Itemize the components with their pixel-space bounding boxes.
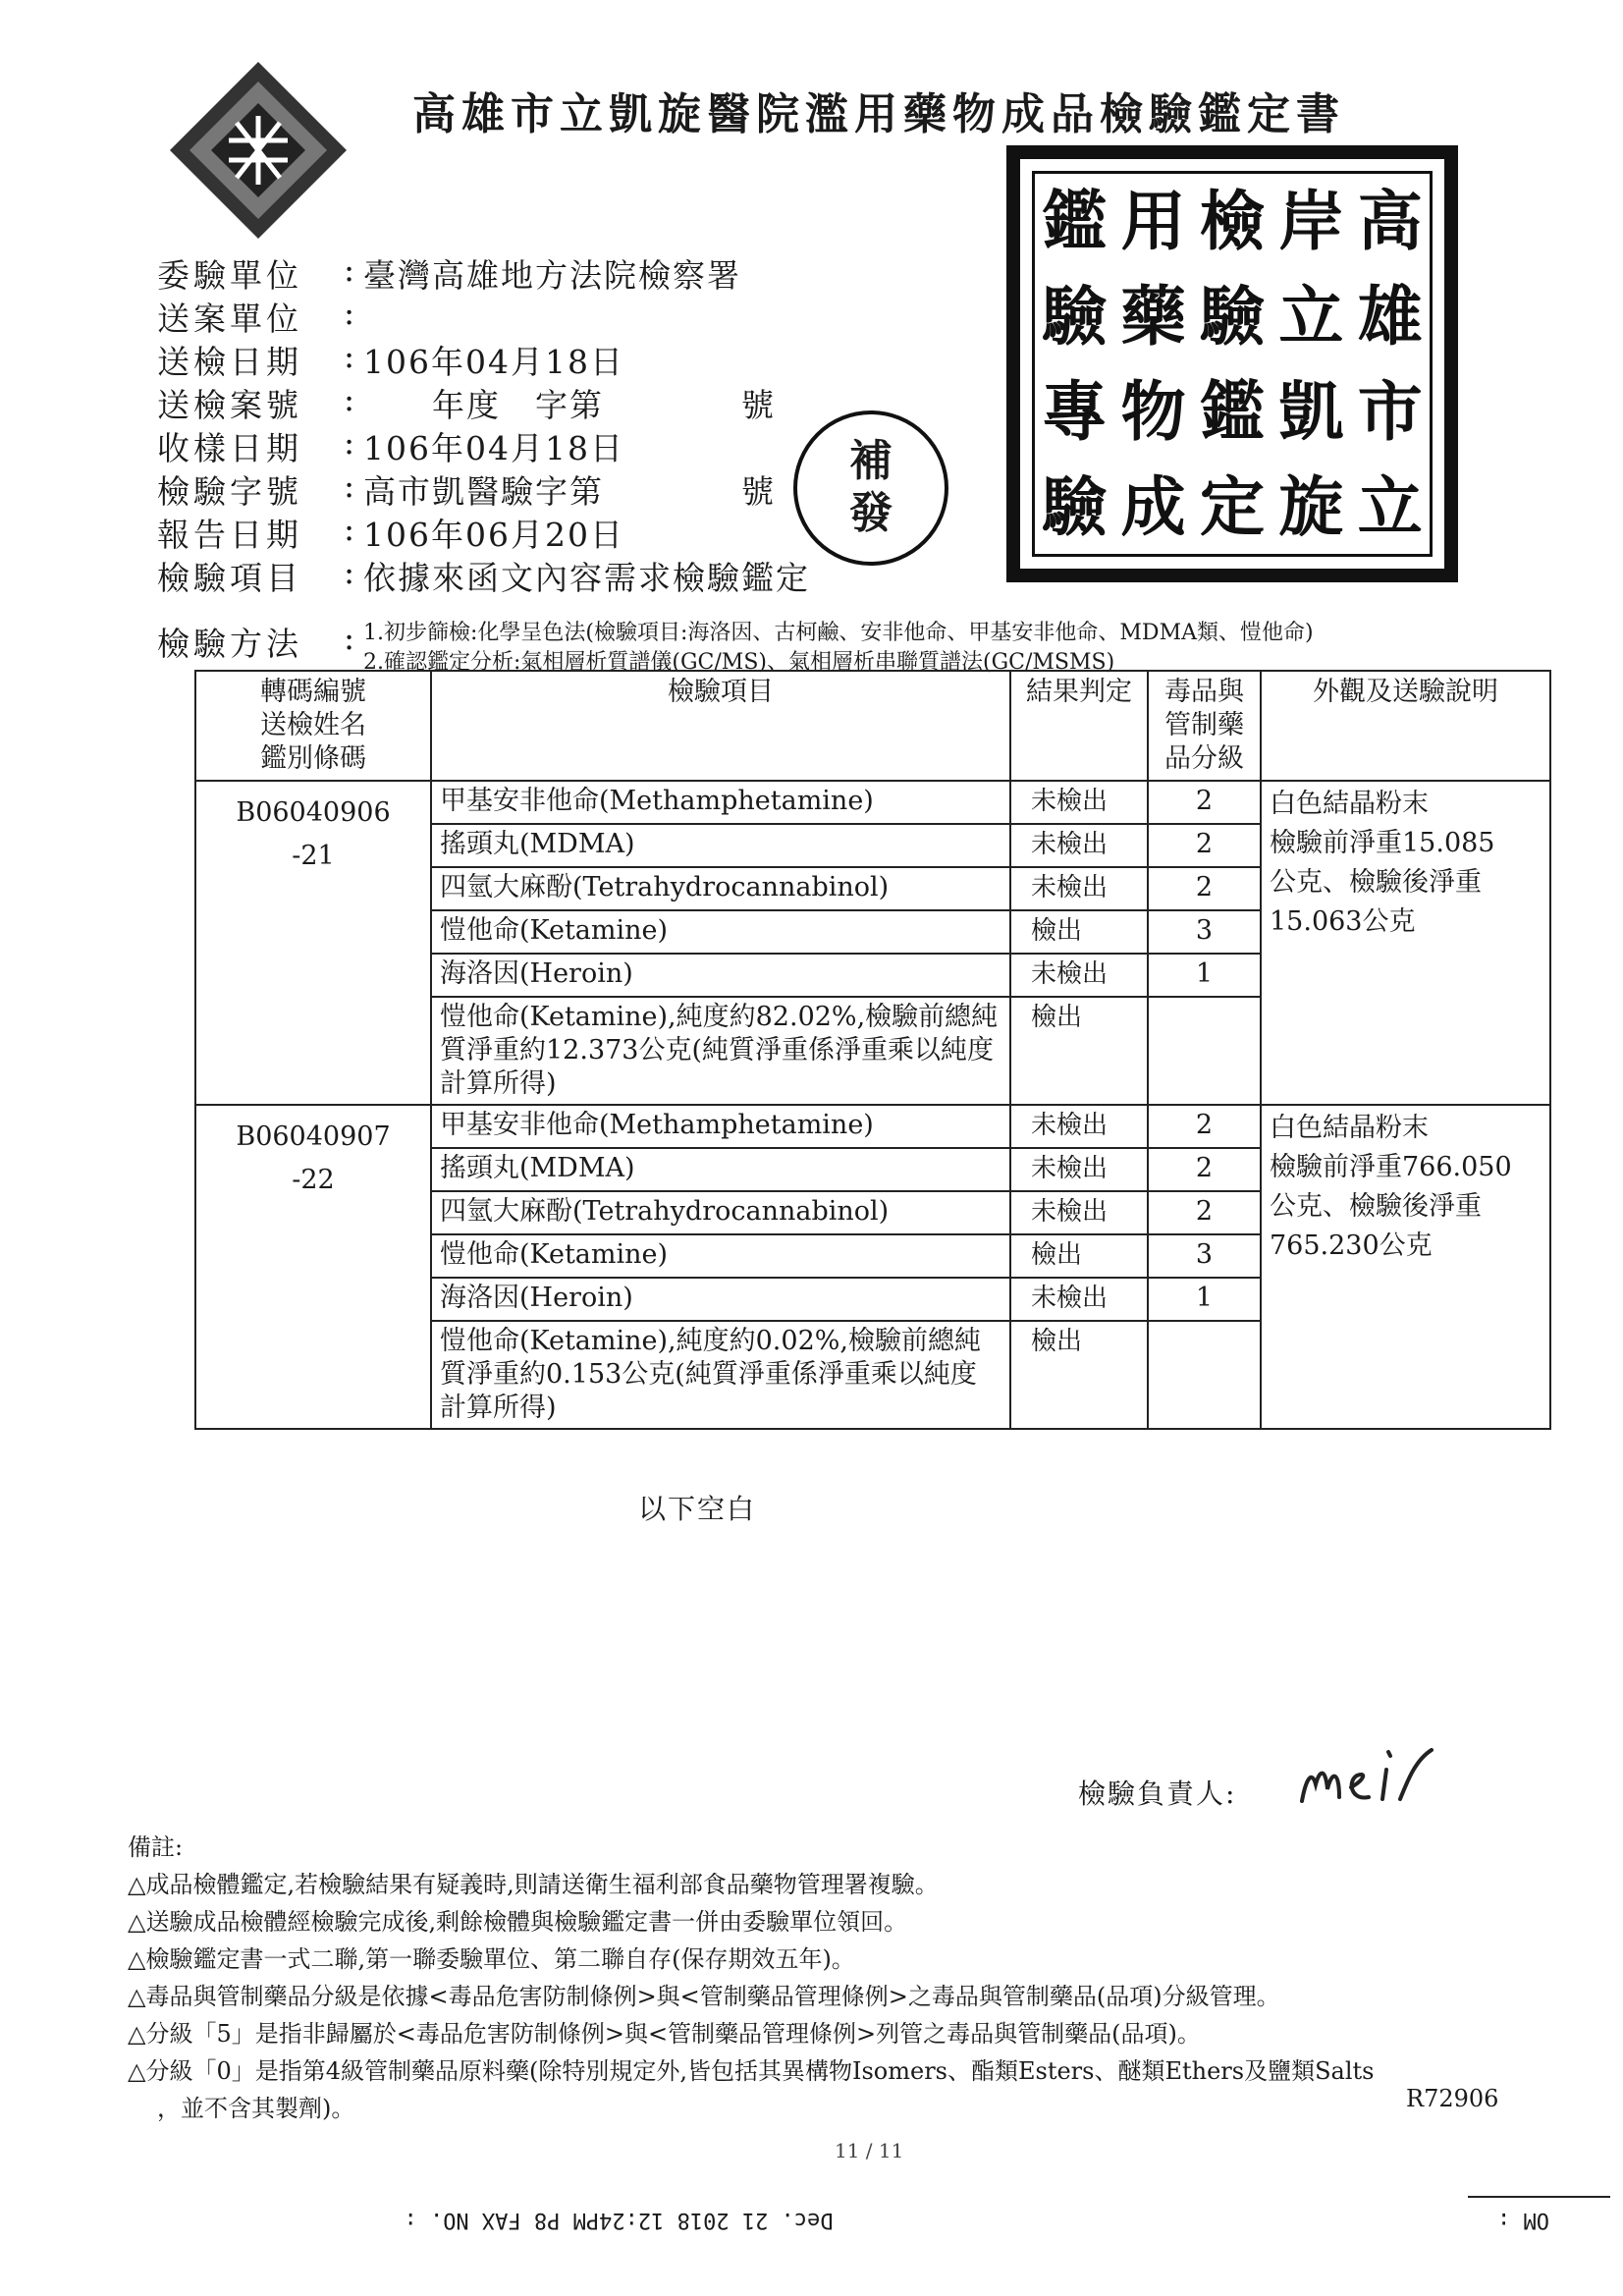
seal-char: 鑑 <box>1199 372 1265 450</box>
class-cell <box>1148 1321 1261 1429</box>
field-value: 依據來函文內容需求檢驗鑑定 <box>363 559 810 597</box>
class-cell: 1 <box>1148 954 1261 997</box>
field-value: 高市凱醫驗字第 號 <box>363 472 776 511</box>
seal-char: 專 <box>1042 372 1108 450</box>
seal-char: 鑑 <box>1042 183 1108 260</box>
sample-desc: 白色結晶粉末 檢驗前淨重15.085 公克、檢驗後淨重 15.063公克 <box>1261 781 1550 1105</box>
field-value: 106年06月20日 <box>363 516 624 554</box>
result-cell: 檢出 <box>1010 1321 1148 1429</box>
result-cell: 檢出 <box>1010 997 1148 1105</box>
result-cell: 未檢出 <box>1010 781 1148 824</box>
page-number: 11 / 11 <box>835 2139 904 2162</box>
sample-code: B06040906 -21 <box>195 781 431 1105</box>
result-cell: 未檢出 <box>1010 1105 1148 1148</box>
result-cell: 未檢出 <box>1010 1191 1148 1234</box>
item-cell: 搖頭丸(MDMA) <box>431 1148 1010 1191</box>
seal-char: 立 <box>1278 278 1344 355</box>
blank-below-note: 以下空白 <box>638 1493 757 1525</box>
remarks-title: 備註: <box>128 1833 184 1861</box>
seal-char: 驗 <box>1199 278 1265 355</box>
item-cell: 海洛因(Heroin) <box>431 1278 1010 1321</box>
header-class: 毒品與 管制藥 品分級 <box>1148 671 1261 781</box>
seal-char: 成 <box>1120 467 1186 545</box>
result-cell: 未檢出 <box>1010 1148 1148 1191</box>
field-receipt-date: 收樣日期 : 106年04月18日 <box>157 423 624 467</box>
field-label: 委驗單位 <box>157 256 302 295</box>
handwritten-signature <box>1294 1740 1441 1819</box>
field-inspection-number: 檢驗字號 : 高市凱醫驗字第 號 <box>157 466 776 511</box>
method-line-1: 1.初步篩檢:化學呈色法(檢驗項目:海洛因、古柯鹼、安非他命、甲基安非他命、MDMA類、愷他命) <box>363 621 1314 645</box>
seal-char: 藥 <box>1120 278 1186 355</box>
item-cell: 甲基安非他命(Methamphetamine) <box>431 781 1010 824</box>
results-table <box>194 670 1549 1430</box>
item-cell: 四氫大麻酚(Tetrahydrocannabinol) <box>431 867 1010 910</box>
result-cell: 未檢出 <box>1010 954 1148 997</box>
item-cell: 愷他命(Ketamine),純度約0.02%,檢驗前總純質淨重約0.153公克(純質淨重係淨重乘以純度計算所得) <box>431 1321 1010 1429</box>
field-submission-date: 送檢日期 : 106年04月18日 <box>157 337 624 381</box>
seal-char: 凱 <box>1278 372 1344 450</box>
class-cell: 2 <box>1148 1105 1261 1148</box>
item-cell: 海洛因(Heroin) <box>431 954 1010 997</box>
field-sending-unit: 送案單位 : <box>157 294 355 338</box>
field-label: 報告日期 <box>157 516 302 554</box>
reissue-stamp <box>793 410 948 566</box>
class-cell: 2 <box>1148 867 1261 910</box>
result-cell: 檢出 <box>1010 910 1148 954</box>
class-cell: 2 <box>1148 1191 1261 1234</box>
seal-char: 高 <box>1357 183 1423 260</box>
field-label: 送檢案號 <box>157 386 302 424</box>
class-cell: 2 <box>1148 1148 1261 1191</box>
field-label: 送案單位 <box>157 300 302 338</box>
signer-label: 檢驗負責人: <box>1078 1777 1237 1810</box>
table-row <box>195 1105 1550 1148</box>
field-case-number: 送檢案號 : 年度 字第 號 <box>157 380 776 424</box>
sample-code: B06040907 -22 <box>195 1105 431 1429</box>
class-cell <box>1148 997 1261 1105</box>
field-report-date: 報告日期 : 106年06月20日 <box>157 510 624 554</box>
field-label: 檢驗項目 <box>157 559 302 597</box>
field-label: 收樣日期 <box>157 429 302 467</box>
method-line-2: 2.確認鑑定分析:氣相層析質譜儀(GC/MS)、氣相層析串聯質譜法(GC/MSMS) <box>363 650 1115 675</box>
remark-item: △分級「0」是指第4級管制藥品原料藥(除特別規定外,皆包括其異構物Isomers、酯類Esters、醚類Ethers及鹽類Salts <box>128 2057 1375 2085</box>
seal-char: 用 <box>1120 183 1186 260</box>
stamp-char-1: 補 <box>849 436 893 487</box>
class-cell: 2 <box>1148 824 1261 867</box>
divider <box>1468 2196 1610 2198</box>
field-inspection-items: 檢驗項目 : 依據來函文內容需求檢驗鑑定 <box>157 553 810 597</box>
field-value: 106年04月18日 <box>363 429 624 467</box>
remarks-section <box>128 1829 1374 2127</box>
remark-item: △檢驗鑑定書一式二聯,第一聯委驗單位、第二聯自存(保存期效五年)。 <box>128 1945 855 1973</box>
table-header-row <box>195 671 1550 781</box>
item-cell: 搖頭丸(MDMA) <box>431 824 1010 867</box>
result-cell: 未檢出 <box>1010 867 1148 910</box>
field-label: 送檢日期 <box>157 343 302 381</box>
seal-char: 市 <box>1357 372 1423 450</box>
table-row <box>195 781 1550 824</box>
seal-char: 旋 <box>1278 467 1344 545</box>
method-label: 檢驗方法 <box>157 625 302 663</box>
field-value: 年度 字第 號 <box>363 386 776 424</box>
reference-code: R72906 <box>1406 2085 1499 2112</box>
result-cell: 未檢出 <box>1010 824 1148 867</box>
hospital-logo <box>165 57 352 244</box>
seal-char: 驗 <box>1042 467 1108 545</box>
header-result: 結果判定 <box>1010 671 1148 781</box>
header-desc: 外觀及送驗說明 <box>1261 671 1550 781</box>
remark-item: △送驗成品檢體經檢驗完成後,剩餘檢體與檢驗鑑定書一併由委驗單位領回。 <box>128 1908 908 1936</box>
class-cell: 3 <box>1148 910 1261 954</box>
seal-char: 檢 <box>1199 183 1265 260</box>
remark-item: △成品檢體鑑定,若檢驗結果有疑義時,則請送衛生福利部食品藥物管理署複驗。 <box>128 1871 939 1898</box>
document-title: 高雄市立凱旋醫院濫用藥物成品檢驗鑑定書 <box>412 89 1345 139</box>
field-value: 臺灣高雄地方法院檢察署 <box>363 256 741 295</box>
class-cell: 2 <box>1148 781 1261 824</box>
item-cell: 愷他命(Ketamine) <box>431 1234 1010 1278</box>
header-code: 轉碼編號 送檢姓名 鑑別條碼 <box>195 671 431 781</box>
fax-from-label: OM : <box>1497 2208 1549 2232</box>
item-cell: 四氫大麻酚(Tetrahydrocannabinol) <box>431 1191 1010 1234</box>
field-commissioning-unit: 委驗單位 : 臺灣高雄地方法院檢察署 <box>157 250 741 295</box>
stamp-char-2: 發 <box>849 488 893 538</box>
seal-char: 岸 <box>1278 183 1344 260</box>
sample-desc: 白色結晶粉末 檢驗前淨重766.050 公克、檢驗後淨重 765.230公克 <box>1261 1105 1550 1429</box>
seal-char: 立 <box>1357 467 1423 545</box>
field-value: 106年04月18日 <box>363 343 624 381</box>
inspection-method: 檢驗方法 : 1.初步篩檢:化學呈色法(檢驗項目:海洛因、古柯鹼、安非他命、甲基安非他命、MDMA類、愷他命) 2.確認鑑定分析:氣相層析質譜儀(GC/MS)、氣相層析串聯質譜法(GC/MSMS) <box>157 619 1314 678</box>
seal-char: 物 <box>1120 372 1186 450</box>
remark-item: △毒品與管制藥品分級是依據<毒品危害防制條例>與<管制藥品管理條例>之毒品與管制藥品(品項)分級管理。 <box>128 1983 1280 2010</box>
item-cell: 愷他命(Ketamine),純度約82.02%,檢驗前總純質淨重約12.373公克(純質淨重係淨重乘以純度計算所得) <box>431 997 1010 1105</box>
seal-char: 定 <box>1199 467 1265 545</box>
class-cell: 1 <box>1148 1278 1261 1321</box>
fax-header-footer: Dec. 21 2018 12:24PM P8 FAX NO. : <box>404 2208 834 2232</box>
result-cell: 未檢出 <box>1010 1278 1148 1321</box>
remark-item: △分級「5」是指非歸屬於<毒品危害防制條例>與<管制藥品管理條例>列管之毒品與管制藥品(品項)。 <box>128 2020 1201 2048</box>
official-seal <box>1006 145 1458 582</box>
item-cell: 甲基安非他命(Methamphetamine) <box>431 1105 1010 1148</box>
item-cell: 愷他命(Ketamine) <box>431 910 1010 954</box>
seal-char: 雄 <box>1357 278 1423 355</box>
header-item: 檢驗項目 <box>431 671 1010 781</box>
header-fields <box>157 250 810 596</box>
result-cell: 檢出 <box>1010 1234 1148 1278</box>
seal-char: 驗 <box>1042 278 1108 355</box>
field-label: 檢驗字號 <box>157 472 302 511</box>
remark-item: ，並不含其製劑)。 <box>157 2095 355 2122</box>
class-cell: 3 <box>1148 1234 1261 1278</box>
